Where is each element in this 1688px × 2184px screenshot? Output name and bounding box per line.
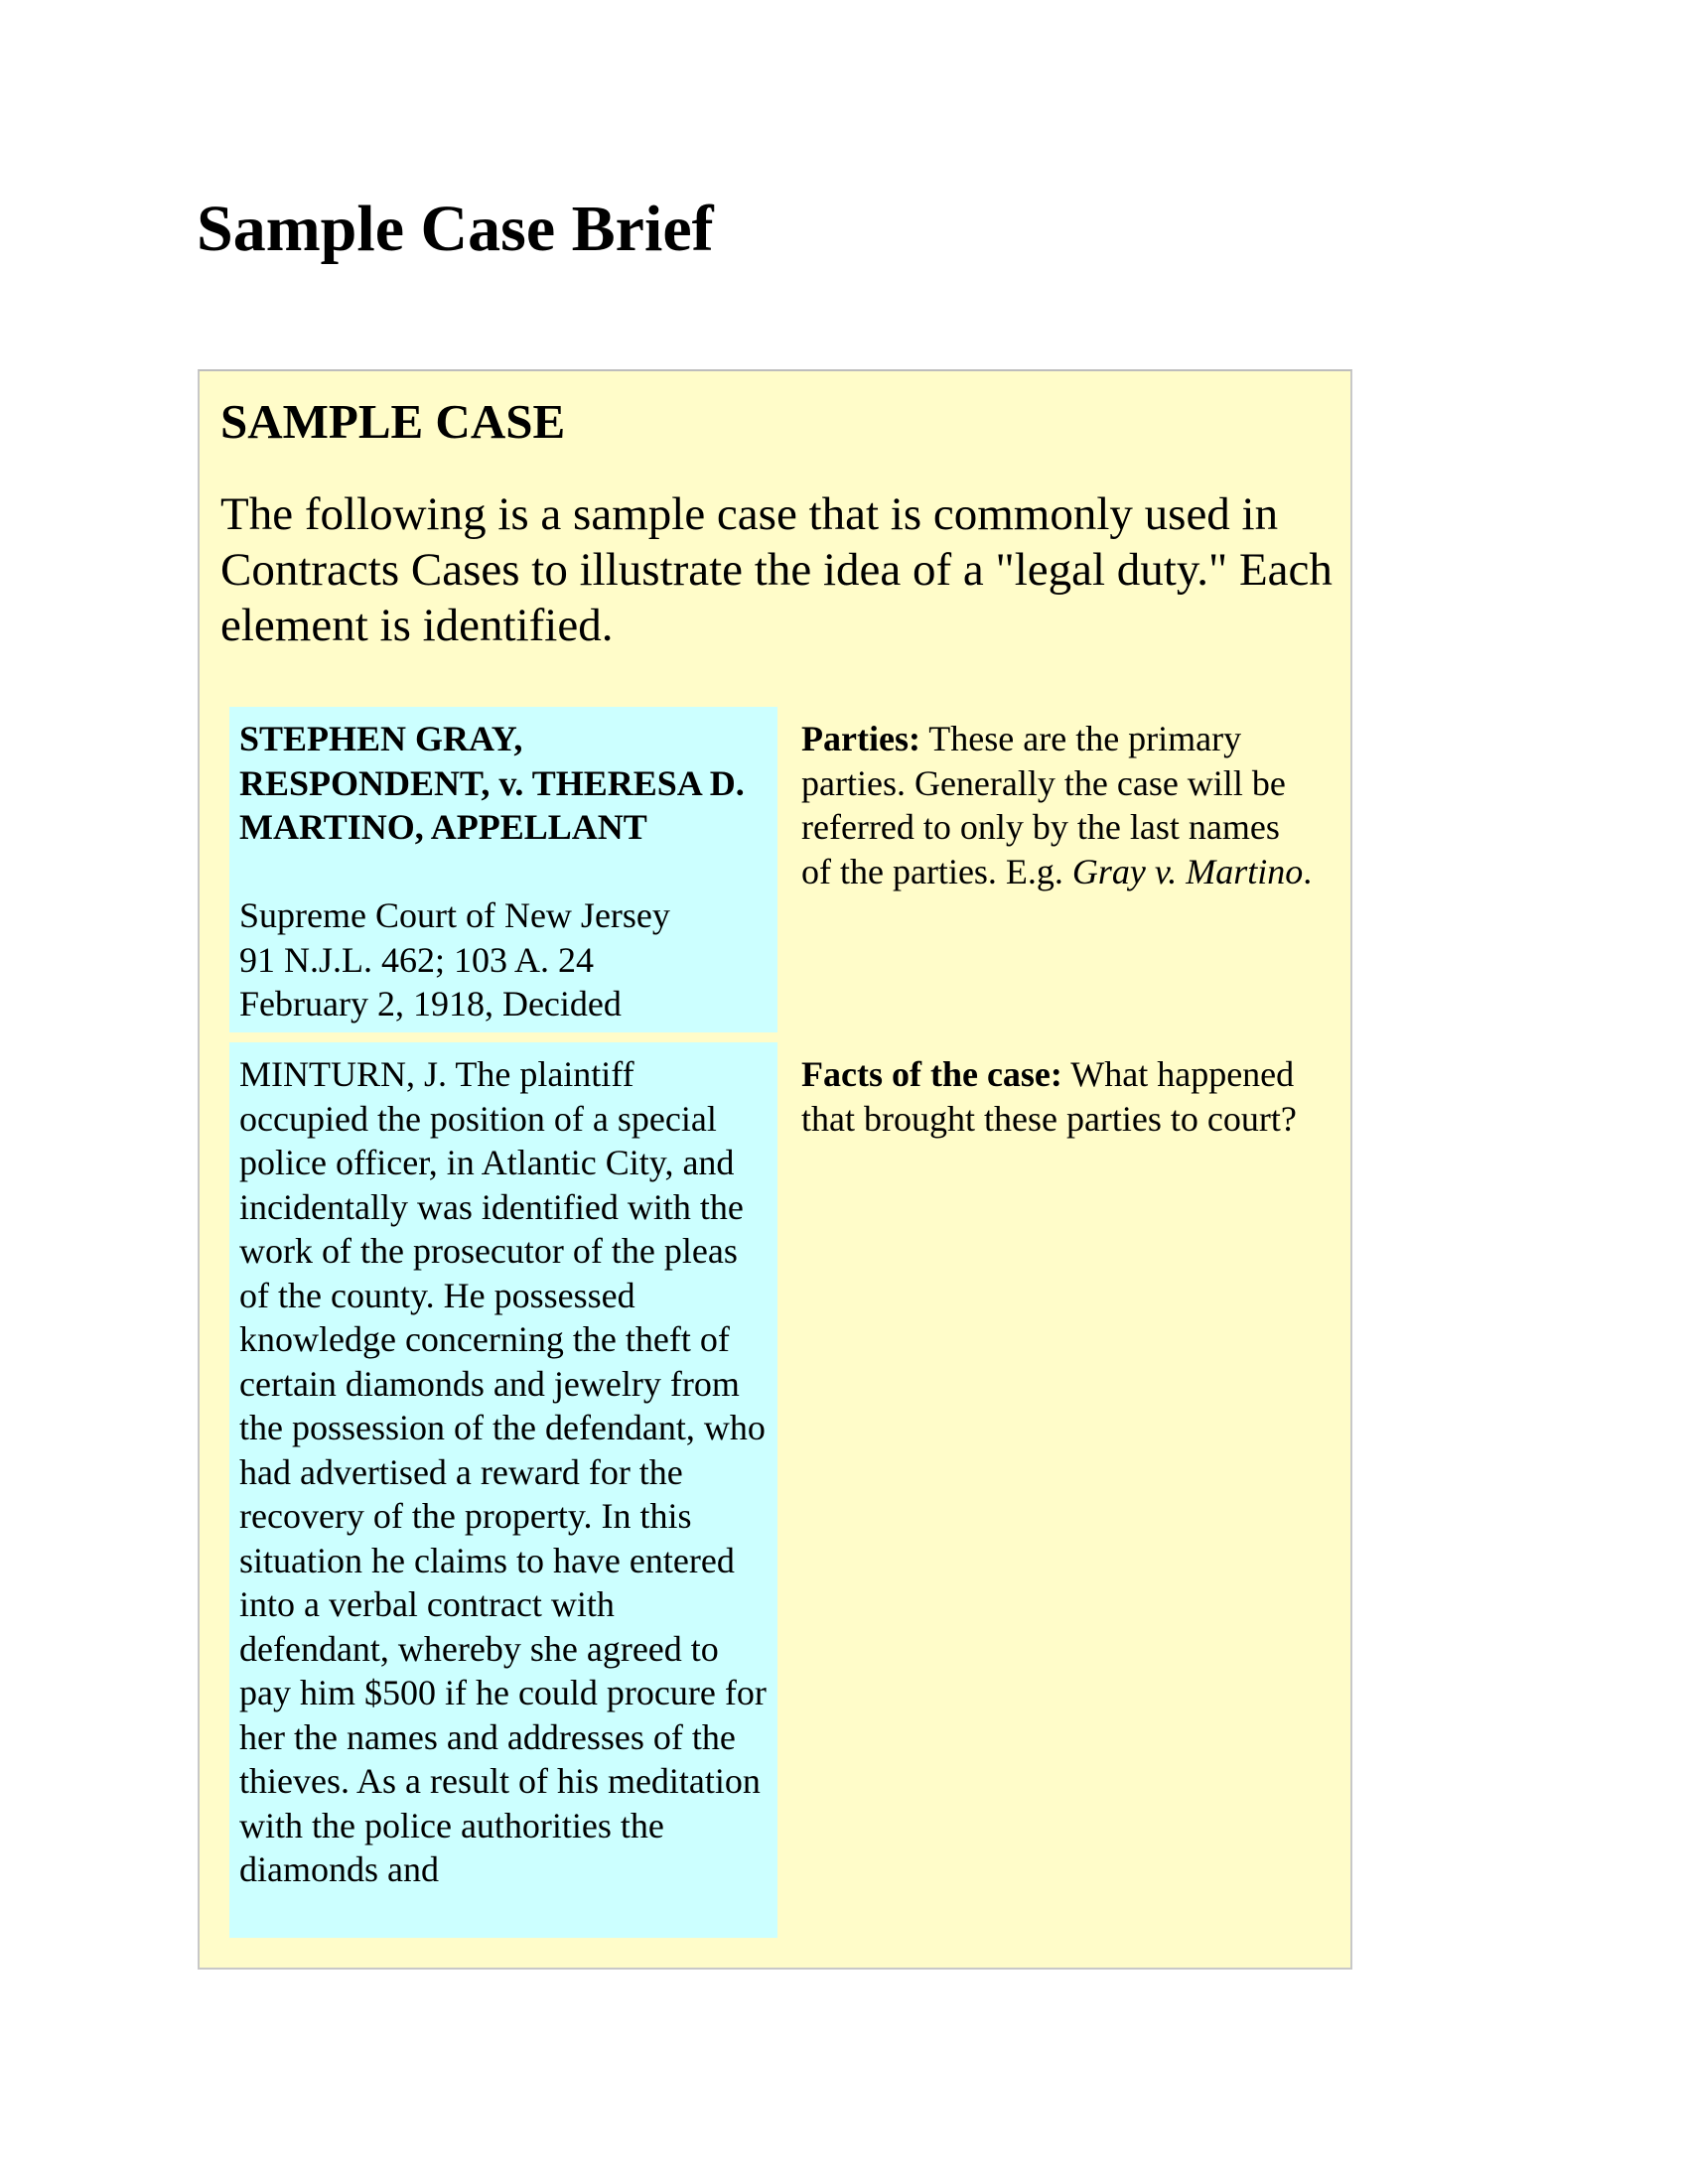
parties-note [801, 717, 1318, 893]
facts-note [801, 1052, 1318, 1141]
parties-label: Parties: [801, 719, 920, 758]
facts-text: What happened that brought these parties to court? [801, 1054, 1297, 1139]
box-heading: SAMPLE CASE [220, 394, 566, 449]
intro-paragraph: The following is a sample case that is commonly used in Contracts Cases to illustrate the idea of a "legal duty." Each element is identified. [220, 488, 1333, 651]
opinion-cell [229, 1042, 777, 1938]
decision-date: February 2, 1918, Decided [239, 984, 622, 1024]
case-citation: 91 N.J.L. 462; 103 A. 24 [239, 939, 595, 980]
court-name: Supreme Court of New Jersey [239, 895, 670, 935]
parties-example: Gray v. Martino [1071, 851, 1304, 891]
parties-text: These are the primary parties. Generally the case will be referred to only by the last names of the parties. E.g. [801, 719, 1286, 891]
court-info [239, 893, 768, 1026]
opinion-text: MINTURN, J. The plaintiff occupied the position of a special police officer, in Atlantic City, and incidentally was identified with the work of the prosecutor of the pleas of the county. He possessed knowledge concerning the theft of certain diamonds and jewelry from the possession of the defendant, who had advertised a reward for the recovery of the property. In this situation he claims to have entered into a verbal contract with defendant, whereby she agreed to pay him $500 if he could procure for her the names and addresses of the thieves. As a result of his meditation with the police authorities the diamonds and [239, 1054, 767, 1889]
case-caption: STEPHEN GRAY, RESPONDENT, v. THERESA D. MARTINO, APPELLANT [239, 719, 745, 847]
parties-annotation [791, 707, 1328, 893]
facts-label: Facts of the case: [801, 1054, 1062, 1094]
parties-end: . [1303, 851, 1313, 891]
page-title: Sample Case Brief [197, 193, 714, 265]
sample-case-box [198, 369, 1352, 1970]
case-header-cell [229, 707, 777, 1032]
facts-annotation [791, 1042, 1328, 1141]
